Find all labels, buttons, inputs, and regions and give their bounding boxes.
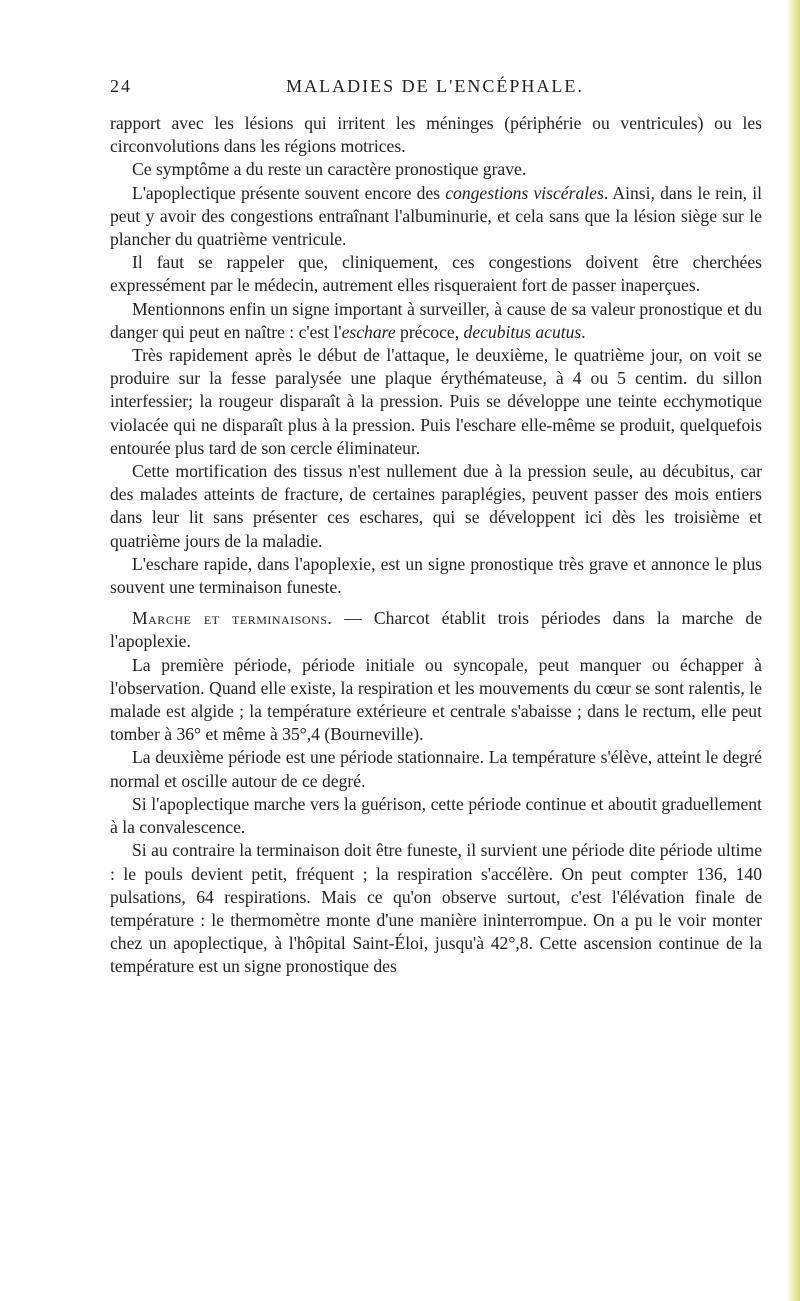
styled-phrase: Marche et terminaisons. (132, 608, 333, 629)
styled-phrase: congestions viscérales (445, 182, 604, 203)
paragraph-1: rapport avec les lésions qui irritent les méninges (périphérie ou ventricules) ou les circonvolutions dans les régions motrices. (110, 113, 762, 157)
page-edge-shadow (786, 0, 800, 1301)
paragraph-3 (110, 182, 762, 252)
paragraph-13: Si au contraire la terminaison doit être funeste, il survient une période dite période ultime : le pouls devient petit, fréquent ; la respiration s'accélère. On peut compter 136, 140 pulsations, 64 respirations. Mais ce qu'on observe surtout, c'est l'élévation finale de température : le thermomètre monte d'une manière ininterrompue. On a pu le voir monter chez un apoplectique, à l'hôpital Saint-Éloi, jusqu'à 42°,8. Cette ascension continue de la température est un signe pronostique des (110, 840, 762, 977)
styled-phrase: decubitus acutus (463, 321, 582, 342)
paragraph-6: Très rapidement après le début de l'attaque, le deuxième, le quatrième jour, on voit se produire sur la fesse paralysée une plaque érythémateuse, à 4 ou 5 centim. du sillon interfessier; la rougeur disparaît à la pression. Puis se développe une teinte ecchymotique violacée qui ne disparaît plus à la pression. Puis l'eschare elle-même se produit, quelquefois entourée plus tard de son cercle éliminateur. (110, 345, 762, 458)
section-paragraph: Marche et terminaisons. — Charcot établit trois périodes dans la marche de l'apoplexie. (110, 608, 762, 652)
running-title: MALADIES DE L'ENCÉPHALE. (286, 76, 584, 96)
paragraph-7: Cette mortification des tissus n'est nullement due à la pression seule, au décubitus, car des malades atteints de fracture, de certaines paraplégies, peuvent passer des mois entiers dans leur lit sans présenter ces eschares, qui se développent ici dès les troisième et quatrième jours de la maladie. (110, 461, 762, 551)
paragraph-2: Ce symptôme a du reste un caractère pronostique grave. (132, 159, 527, 180)
paragraph-10: La première période, période initiale ou syncopale, peut manquer ou échapper à l'observation. Quand elle existe, la respiration et les mouvements du cœur se sont ralentis, le malade est algide ; la température extérieure et centrale s'abaisse ; dans le rectum, elle peut tomber à 36° et même à 35°,4 (Bourneville). (110, 654, 762, 745)
page-body (110, 112, 762, 979)
paragraph-12: Si l'apoplectique marche vers la guérison, cette période continue et aboutit graduellement à la convalescence. (110, 793, 762, 838)
styled-phrase: eschare (341, 321, 396, 342)
paragraph-8: L'eschare rapide, dans l'apoplexie, est un signe pronostique très grave et annonce le plus souvent une terminaison funeste. (110, 553, 762, 598)
paragraph-3-text: L'apoplectique présente souvent encore des congestions viscérales. Ainsi, dans le rein, il peut y avoir des congestions entraînant l'albuminurie, et cela sans que la lésion siège sur le plancher du quatrième ventricule. (110, 182, 762, 250)
paragraph-11: La deuxième période est une période stationnaire. La température s'élève, atteint le degré normal et oscille autour de ce degré. (110, 747, 762, 791)
paragraph-4: Il faut se rappeler que, cliniquement, ces congestions doivent être cherchées expressément par le médecin, autrement elles risqueraient fort de passer inaperçues. (110, 252, 762, 296)
paragraph-5: Mentionnons enfin un signe important à surveiller, à cause de sa valeur pronostique et du danger qui peut en naître : c'est l'eschare précoce, decubitus acutus. (110, 298, 762, 342)
page-header (110, 76, 760, 102)
page-number: 24 (110, 76, 132, 96)
